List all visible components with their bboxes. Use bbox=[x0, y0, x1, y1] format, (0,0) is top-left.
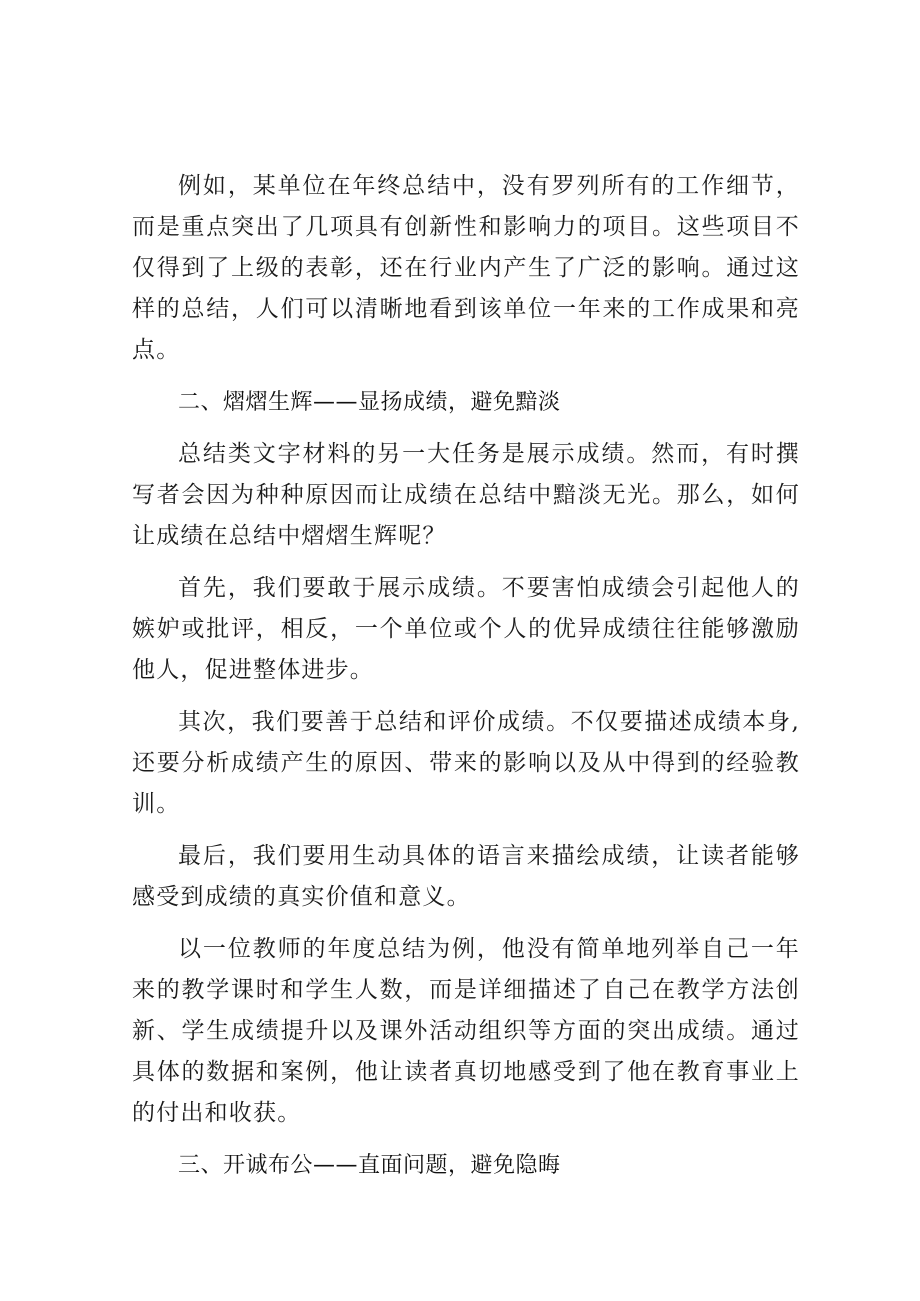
paragraph-show-achievements: 总结类文字材料的另一大任务是展示成绩。然而，有时撰写者会因为种种原因而让成绩在总结中黯淡无光。那么，如何让成绩在总结中熠熠生辉呢？ bbox=[132, 441, 800, 549]
document-body bbox=[132, 166, 800, 1197]
paragraph-teacher-example: 以一位教师的年度总结为例，他没有简单地列举自己一年来的教学课时和学生人数，而是详细描述了自己在教学方法创新、学生成绩提升以及课外活动组织等方面的突出成绩。通过具体的数据和案例，他让读者真切地感受到了他在教育事业上的付出和收获。 bbox=[132, 936, 800, 1126]
section-heading-2: 二、熠熠生辉——显扬成绩，避免黯淡 bbox=[178, 390, 561, 415]
paragraph-second: 其次，我们要善于总结和评价成绩。不仅要描述成绩本身,还要分析成绩产生的原因、带来的影响以及从中得到的经验教训。 bbox=[132, 709, 800, 817]
paragraph-first: 首先，我们要敢于展示成绩。不要害怕成绩会引起他人的嫉妒或批评，相反，一个单位或个人的优异成绩往往能够激励他人，促进整体进步。 bbox=[132, 575, 800, 683]
paragraph-example-unit: 例如，某单位在年终总结中，没有罗列所有的工作细节，而是重点突出了几项具有创新性和影响力的项目。这些项目不仅得到了上级的表彰，还在行业内产生了广泛的影响。通过这样的总结，人们可以清晰地看到该单位一年来的工作成果和亮点。 bbox=[132, 173, 800, 363]
paragraph-last: 最后，我们要用生动具体的语言来描绘成绩，让读者能够感受到成绩的真实价值和意义。 bbox=[132, 843, 800, 910]
section-heading-3: 三、开诚布公——直面问题，避免隐晦 bbox=[178, 1153, 561, 1178]
